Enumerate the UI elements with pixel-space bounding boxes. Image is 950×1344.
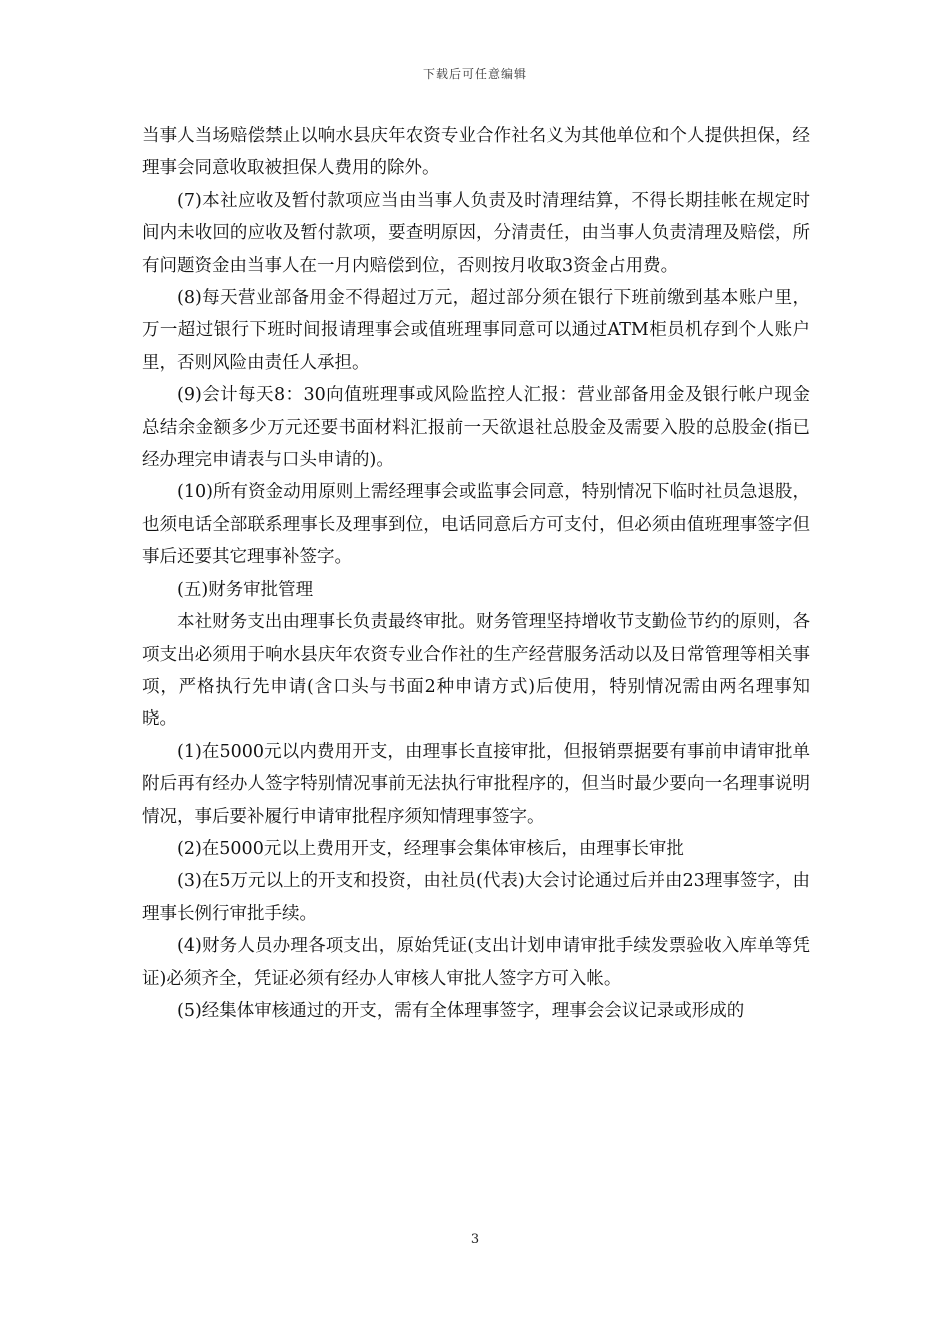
paragraph-approval-5: (5)经集体审核通过的开支，需有全体理事签字，理事会会议记录或形成的 [177, 1000, 745, 1021]
section-heading-5: (五)财务审批管理 [177, 579, 314, 600]
paragraph-approval-1: (1)在5000元以内费用开支，由理事长直接审批，但报销票据要有事前申请审批单附后再有经办人签字特别情况事前无法执行审批程序的，但当时最少要向一名理事说明情况，事后要补履行申请审批程序须知情理事签字。 [142, 741, 810, 827]
paragraph-approval-3: (3)在5万元以上的开支和投资，由社员(代表)大会讨论通过后并由23理事签字，由理事长例行审批手续。 [142, 871, 810, 924]
paragraph-item-10: (10)所有资金动用原则上需经理事会或监事会同意，特别情况下临时社员急退股，也须电话全部联系理事长及理事到位，电话同意后方可支付，但必须由值班理事签字但事后还要其它理事补签字。 [142, 482, 810, 568]
paragraph-approval-4: (4)财务人员办理各项支出，原始凭证(支出计划申请审批手续发票验收入库单等凭证)必须齐全，凭证必须有经办人审核人审批人签字方可入帐。 [142, 936, 810, 989]
page-header: 下载后可任意编辑 [422, 67, 527, 81]
paragraph-continuation: 当事人当场赔偿禁止以响水县庆年农资专业合作社名义为其他单位和个人提供担保，经理事会同意收取被担保人费用的除外。 [142, 126, 810, 179]
document-body [142, 120, 810, 1027]
paragraph-approval-intro: 本社财务支出由理事长负责最终审批。财务管理坚持增收节支勤俭节约的原则，各项支出必须用于响水县庆年农资专业合作社的生产经营服务活动以及日常管理等相关事项，严格执行先申请(含口头与书面2种申请方式)后使用，特别情况需由两名理事知晓。 [142, 612, 810, 730]
paragraph-item-7: (7)本社应收及暂付款项应当由当事人负责及时清理结算，不得长期挂帐在规定时间内未收回的应收及暂付款项，要查明原因，分清责任，由当事人负责清理及赔偿，所有问题资金由当事人在一月内赔偿到位，否则按月收取3资金占用费。 [142, 190, 810, 276]
paragraph-approval-2: (2)在5000元以上费用开支，经理事会集体审核后，由理事长审批 [177, 838, 684, 859]
paragraph-item-9: (9)会计每天8：30向值班理事或风险监控人汇报：营业部备用金及银行帐户现金总结余金额多少万元还要书面材料汇报前一天欲退社总股金及需要入股的总股金(指已经办理完申请表与口头申请的)。 [142, 385, 810, 471]
paragraph-item-8: (8)每天营业部备用金不得超过万元，超过部分须在银行下班前缴到基本账户里，万一超过银行下班时间报请理事会或值班理事同意可以通过ATM柜员机存到个人账户里，否则风险由责任人承担。 [142, 288, 810, 373]
page-number: 3 [470, 1232, 480, 1247]
